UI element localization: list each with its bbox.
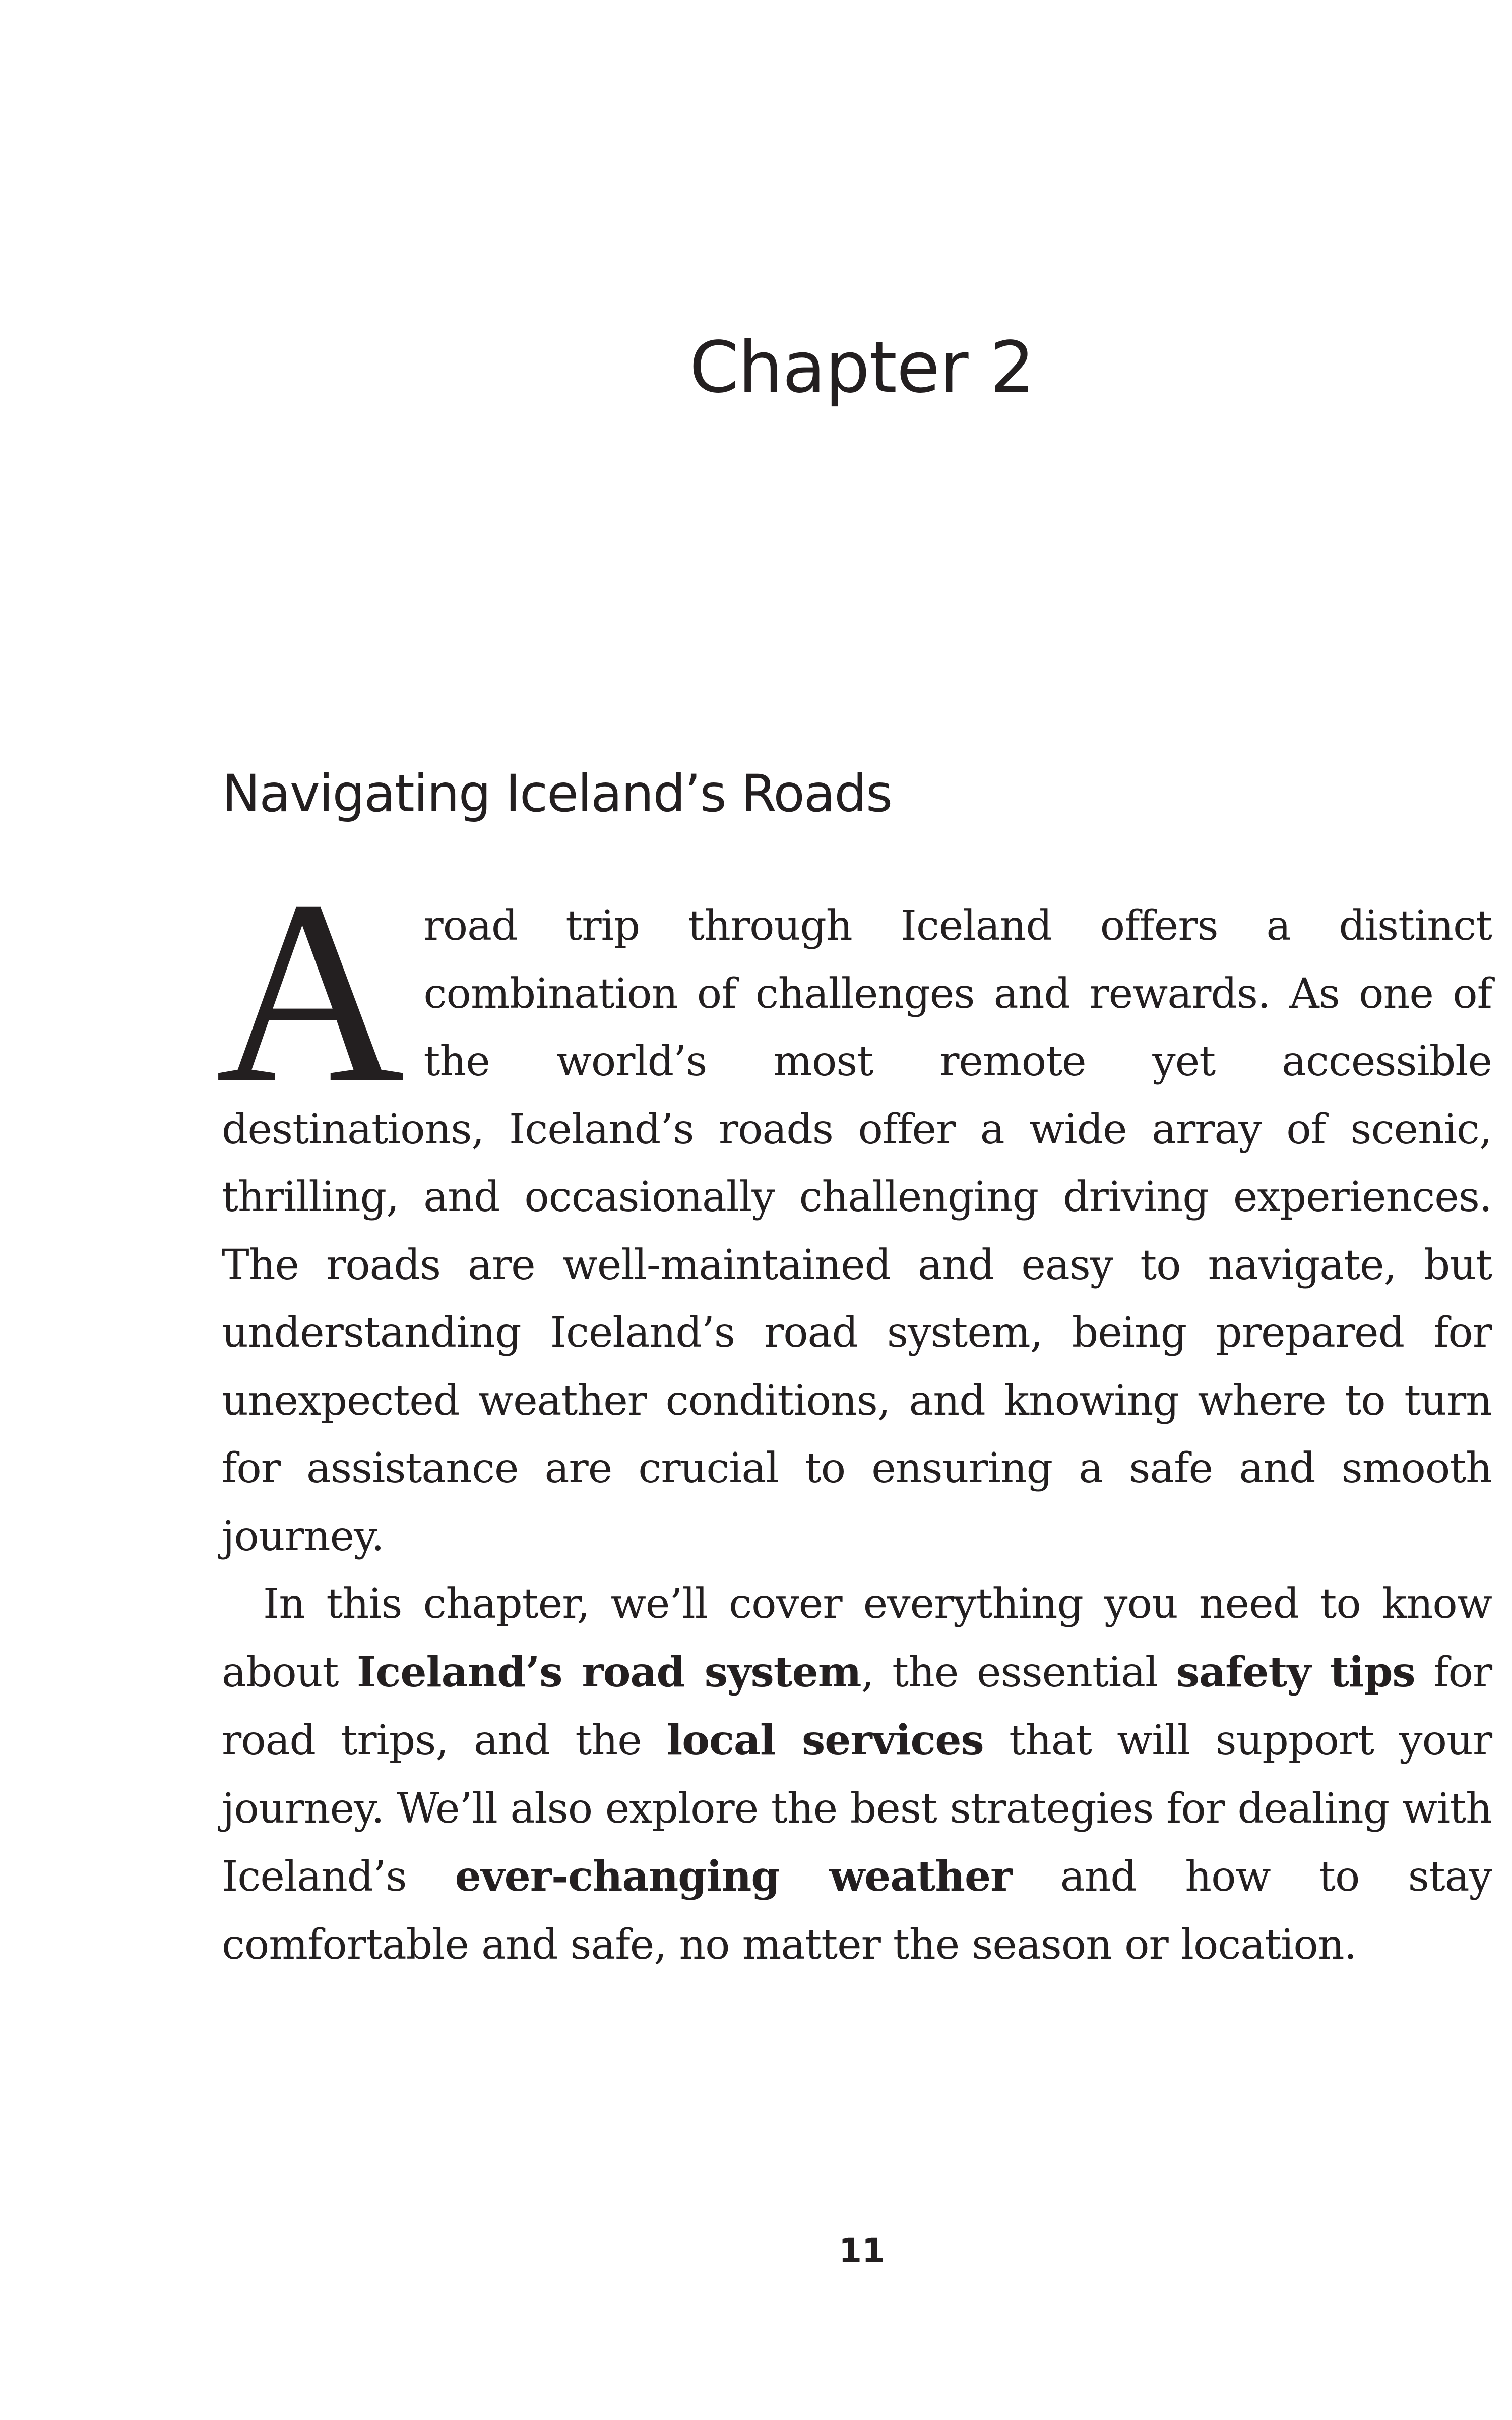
emphasis-safety-tips: safety tips: [1176, 1648, 1415, 1697]
page-number: 11: [839, 2231, 885, 2270]
overview-text-2: , the essential: [861, 1648, 1176, 1697]
overview-text-3: for road trips, and the: [222, 1648, 1492, 1765]
paragraph-intro-text: road trip through Iceland offers a distinct combination of challenges and rewards. As one of the world’s most remote yet accessible destinations, Iceland’s roads offer a wide array of scenic, thrilling, and occasionally challenging driving experiences. The roads are well-maintained and easy to navigate, but understanding Iceland’s road system, being prepared for unexpected weather conditions, and knowing where to turn for assistance are crucial to ensuring a safe and smooth journey.: [222, 902, 1492, 1560]
overview-text-1: In this chapter, we’ll cover everything you need to know about: [222, 1580, 1492, 1697]
emphasis-local-services: local services: [667, 1716, 984, 1765]
emphasis-road-system: Iceland’s road system: [357, 1648, 861, 1697]
chapter-title: Chapter 2: [689, 327, 1035, 409]
section-title: Navigating Iceland’s Roads: [222, 764, 892, 824]
paragraph-intro: [216, 847, 1492, 1570]
body-text: [216, 847, 1492, 1979]
drop-cap: A: [216, 847, 405, 1137]
paragraph-overview: [222, 1570, 1492, 1979]
overview-text-5: and how to stay comfortable and safe, no matter the season or location.: [222, 1853, 1492, 1969]
emphasis-weather: ever-changing weather: [455, 1852, 1012, 1901]
overview-text-4: that will support your journey. We’ll also explore the best strategies for dealing with Iceland’s: [222, 1717, 1492, 1901]
